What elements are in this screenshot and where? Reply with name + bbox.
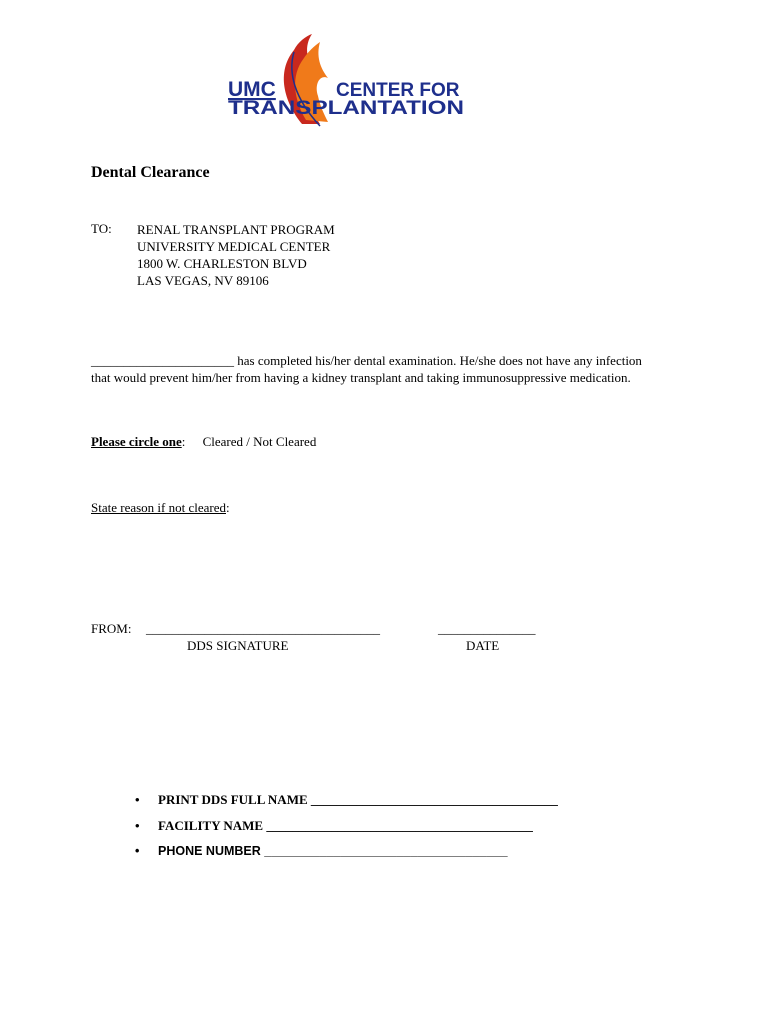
logo-graphic — [224, 32, 474, 128]
dentist-info-list — [135, 792, 558, 870]
logo-line1-left: UMC — [228, 78, 276, 101]
clearance-choice-row — [91, 434, 316, 450]
logo-line2: TRANSPLANTATION — [228, 98, 464, 119]
circle-one-colon: : — [181, 434, 186, 449]
clearance-statement — [91, 352, 691, 386]
reason-label: State reason if not cleared — [91, 500, 226, 515]
bullet-icon: • — [135, 844, 140, 858]
circle-one-label: Please circle one — [91, 434, 182, 449]
page-title: Dental Clearance — [91, 164, 210, 181]
address-line: LAS VEGAS, NV 89106 — [137, 273, 269, 288]
umc-transplant-logo — [224, 32, 474, 128]
list-item — [135, 844, 558, 870]
signature-field[interactable]: ____________________________________ — [146, 621, 380, 636]
statement-line: that would prevent him/her from having a kidney transplant and taking immunosuppressive medication. — [91, 370, 631, 385]
facility-name-field[interactable]: FACILITY NAME _________________________________________ — [158, 818, 533, 833]
address-line: 1800 W. CHARLESTON BLVD — [137, 256, 307, 271]
statement-line: ______________________ has completed his/her dental examination. He/she does not have any infection — [91, 353, 642, 368]
clearance-options[interactable]: Cleared / Not Cleared — [202, 434, 317, 449]
recipient-address — [137, 221, 335, 289]
date-caption: DATE — [466, 638, 500, 653]
logo-line1-right: CENTER FOR — [336, 80, 460, 101]
date-field[interactable]: _______________ — [438, 621, 536, 636]
reason-row — [91, 500, 230, 516]
bullet-icon: • — [135, 818, 140, 833]
reason-colon: : — [226, 500, 230, 515]
signature-caption: DDS SIGNATURE — [187, 638, 289, 653]
to-label: TO: — [91, 221, 112, 236]
phone-number-field[interactable]: PHONE NUMBER ___________________________________ — [158, 844, 508, 858]
bullet-icon: • — [135, 792, 140, 807]
address-line: RENAL TRANSPLANT PROGRAM — [137, 222, 335, 237]
print-name-field[interactable]: PRINT DDS FULL NAME ______________________________________ — [158, 792, 558, 807]
list-item — [135, 792, 558, 818]
from-label: FROM: — [91, 621, 132, 636]
address-line: UNIVERSITY MEDICAL CENTER — [137, 239, 331, 254]
list-item — [135, 818, 558, 844]
